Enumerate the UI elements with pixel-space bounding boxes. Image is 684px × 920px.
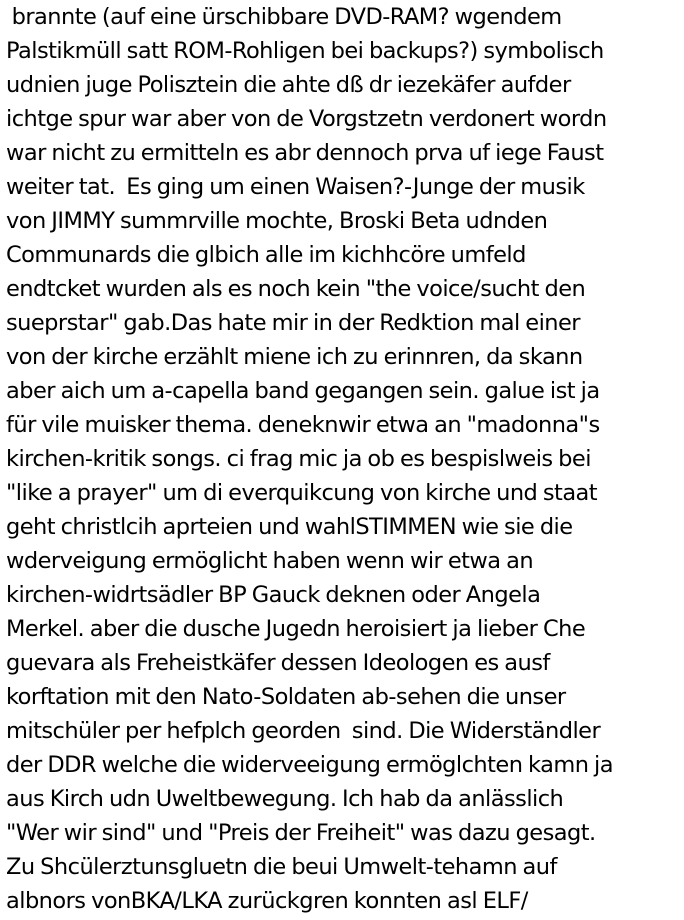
text-line: brannte (auf eine ürschibbare DVD-RAM? wgendem [6, 4, 562, 30]
text-line: war nicht zu ermitteln es abr dennoch prva uf iege Faust [6, 140, 604, 166]
text-line: aus Kirch udn Uweltbewegung. Ich hab da anlässlich [6, 786, 564, 812]
text-line: Communards die glbich alle im kichhcöre umfeld [6, 242, 526, 268]
text-line: mitschüler per hefplch georden sind. Die Widerständler [6, 718, 601, 744]
text-line: aber aich um a-capella band gegangen sein. galue ist ja [6, 378, 600, 404]
text-line: weiter tat. Es ging um einen Waisen?-Junge der musik [6, 174, 585, 200]
text-line: geht christlcih aprteien und wahlSTIMMEN wie sie die [6, 514, 573, 540]
text-line: ichtge spur war aber von de Vorgstzetn verdonert wordn [6, 106, 607, 132]
text-line: Zu Shcülerztunsgluetn die beui Umwelt-tehamn auf [6, 854, 557, 880]
text-line: Palstikmüll satt ROM-Rohligen bei backups?) symbolisch [6, 38, 604, 64]
text-line: der DDR welche die widerveeigung ermöglchten kamn ja [6, 752, 613, 778]
text-line: "like a prayer" um di everquikcung von kirche und staat [6, 480, 598, 506]
text-line: kirchen-kritik songs. ci frag mic ja ob es bespislweis bei [6, 446, 591, 472]
text-line: "Wer wir sind" und "Preis der Freiheit" was dazu gesagt. [6, 820, 596, 846]
text-line: kirchen-widrtsädler BP Gauck deknen oder Angela [6, 582, 541, 608]
text-line: korftation mit den Nato-Soldaten ab-sehen die unser [6, 684, 566, 710]
text-line: albnors vonBKA/LKA zurückgren konnten asl ELF/ [6, 888, 528, 914]
text-line: für vile muisker thema. deneknwir etwa an "madonna"s [6, 412, 600, 438]
document-text-block [6, 0, 682, 918]
text-line: von der kirche erzählt miene ich zu erinnren, da skann [6, 344, 583, 370]
text-line: Merkel. aber die dusche Jugedn heroisiert ja lieber Che [6, 616, 586, 642]
text-line: udnien juge Polisztein die ahte dß dr iezekäfer aufder [6, 72, 571, 98]
text-line: sueprstar" gab.Das hate mir in der Redktion mal einer [6, 310, 580, 336]
text-line: wderveigung ermöglicht haben wenn wir etwa an [6, 548, 534, 574]
text-line: guevara als Freheistkäfer dessen Ideologen es ausf [6, 650, 550, 676]
text-line: endtcket wurden als es noch kein "the voice/sucht den [6, 276, 586, 302]
text-line: von JIMMY summrville mochte, Broski Beta udnden [6, 208, 548, 234]
